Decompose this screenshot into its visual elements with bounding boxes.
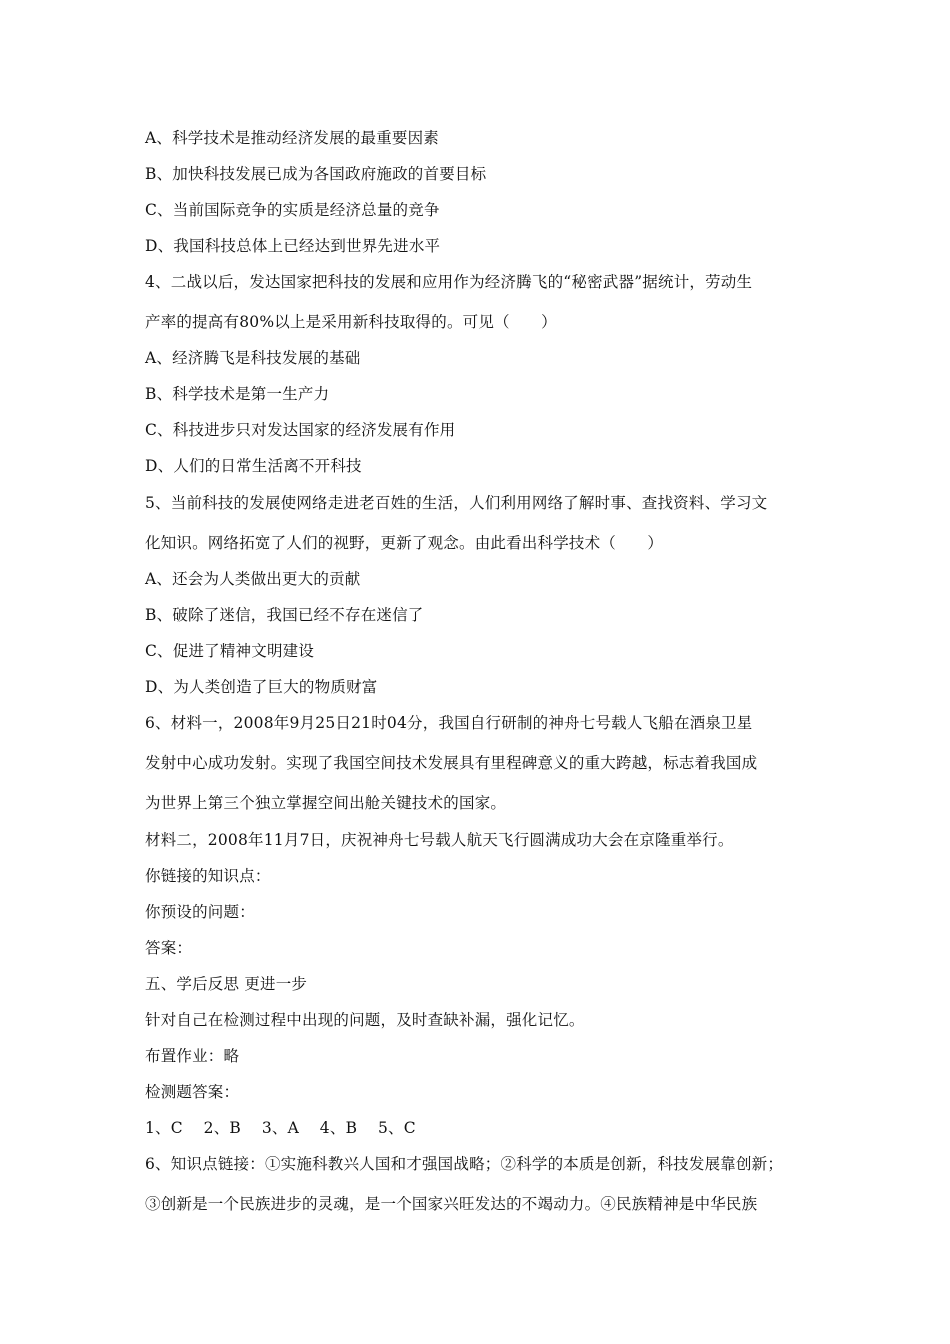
option-3a: A、科学技术是推动经济发展的最重要因素 bbox=[145, 129, 439, 147]
question-5-line-2: 化知识。网络拓宽了人们的视野，更新了观念。由此看出科学技术（ ） bbox=[145, 534, 664, 552]
option-4c: C、科技进步只对发达国家的经济发展有作用 bbox=[145, 421, 456, 439]
question-6-material-1-line-1: 6、材料一，2008年9月25日21时04分，我国自行研制的神舟七号载人飞船在酒泉卫星 bbox=[145, 714, 753, 732]
reflection-text: 针对自己在检测过程中出现的问题，及时查缺补漏，强化记忆。 bbox=[145, 1011, 585, 1029]
answer-6-line-2: ③创新是一个民族进步的灵魂，是一个国家兴旺发达的不竭动力。④民族精神是中华民族 bbox=[145, 1195, 758, 1213]
answer-6-line-1: 6、知识点链接：①实施科教兴人国和才强国战略；②科学的本质是创新，科技发展靠创新； bbox=[145, 1155, 784, 1173]
option-4a: A、经济腾飞是科技发展的基础 bbox=[145, 349, 361, 367]
option-4b: B、科学技术是第一生产力 bbox=[145, 385, 330, 403]
option-5a: A、还会为人类做出更大的贡献 bbox=[145, 570, 361, 588]
question-4-line-2: 产率的提高有80%以上是采用新科技取得的。可见（ ） bbox=[145, 313, 557, 331]
option-4d: D、人们的日常生活离不开科技 bbox=[145, 457, 362, 475]
answer-key-choices: 1、C 2、B 3、A 4、B 5、C bbox=[145, 1119, 416, 1137]
answer-label: 答案： bbox=[145, 939, 193, 957]
question-6-material-1-line-2: 发射中心成功发射。实现了我国空间技术发展具有里程碑意义的重大跨越，标志着我国成 bbox=[145, 754, 758, 772]
homework-line: 布置作业：略 bbox=[145, 1047, 240, 1065]
option-3d: D、我国科技总体上已经达到世界先进水平 bbox=[145, 237, 441, 255]
question-5-line-1: 5、当前科技的发展使网络走进老百姓的生活，人们利用网络了解时事、查找资料、学习文 bbox=[145, 494, 768, 512]
preset-question-label: 你预设的问题： bbox=[145, 903, 255, 921]
option-5c: C、促进了精神文明建设 bbox=[145, 642, 315, 660]
answer-key-heading: 检测题答案： bbox=[145, 1083, 240, 1101]
question-6-material-2: 材料二，2008年11月7日，庆祝神舟七号载人航天飞行圆满成功大会在京隆重举行。 bbox=[145, 831, 734, 849]
question-4-line-1: 4、二战以后，发达国家把科技的发展和应用作为经济腾飞的“秘密武器”据统计，劳动生 bbox=[145, 273, 753, 291]
section-five-heading: 五、学后反思 更进一步 bbox=[145, 975, 308, 993]
question-6-material-1-line-3: 为世界上第三个独立掌握空间出舱关键技术的国家。 bbox=[145, 794, 507, 812]
option-5b: B、破除了迷信，我国已经不存在迷信了 bbox=[145, 606, 424, 624]
knowledge-link-label: 你链接的知识点： bbox=[145, 867, 271, 885]
option-3c: C、当前国际竞争的实质是经济总量的竞争 bbox=[145, 201, 440, 219]
option-3b: B、加快科技发展已成为各国政府施政的首要目标 bbox=[145, 165, 487, 183]
option-5d: D、为人类创造了巨大的物质财富 bbox=[145, 678, 378, 696]
